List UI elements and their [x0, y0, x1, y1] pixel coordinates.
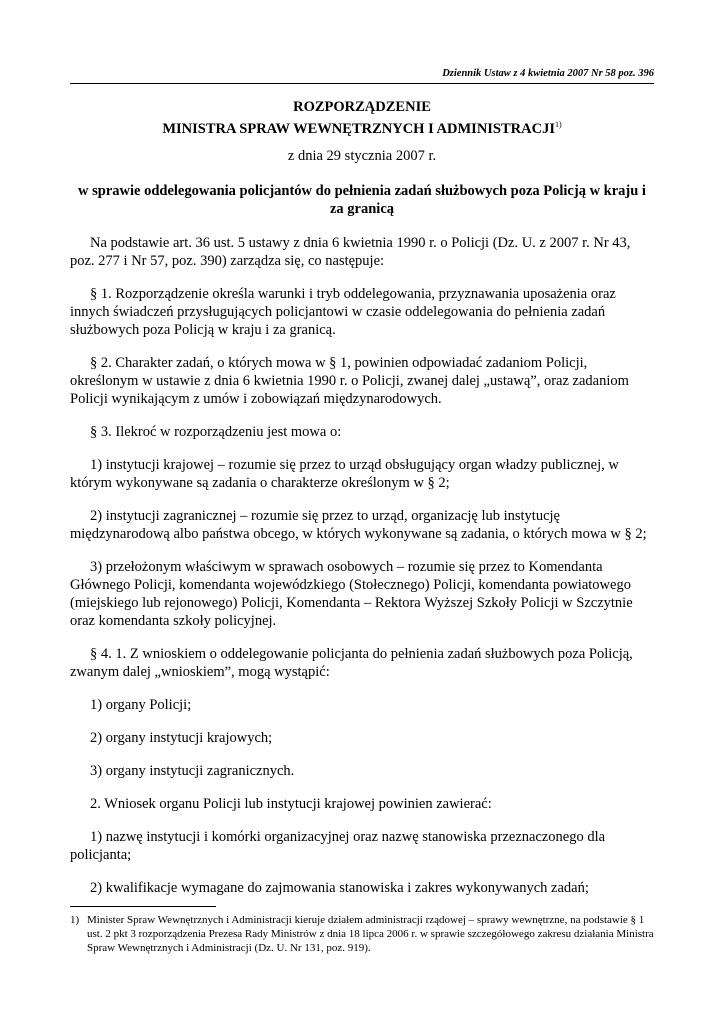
- paragraph-s4-2-point-2: 2) kwalifikacje wymagane do zajmowania stanowiska i zakres wykonywanych zadań;: [90, 880, 589, 896]
- title-line-1: ROZPORZĄDZENIE: [293, 99, 431, 115]
- date-line: z dnia 29 stycznia 2007 r.: [287, 148, 437, 164]
- paragraph-section-2: § 2. Charakter zadań, o których mowa w § 1, powinien odpowiadać zadaniom Policji, określonym w ustawie z dnia 6 kwietnia 1990 r. o Policji, zwanej dalej „ustawą”, oraz zadaniom Policji wynikającym z umów i zobowiązań międzynarodowych.: [70, 355, 629, 407]
- document-body: [70, 234, 654, 912]
- footnote-number: 1): [70, 914, 80, 926]
- paragraph-section-1: § 1. Rozporządzenie określa warunki i tryb oddelegowania, przyznawania uposażenia oraz innych świadczeń przysługujących policjantowi w czasie oddelegowania do pełnienia zadań służbowych poza Policją w kraju i za granicą.: [70, 286, 616, 338]
- paragraph-s4-2-point-1: 1) nazwę instytucji i komórki organizacyjnej oraz nazwę stanowiska przeznaczonego dla policjanta;: [70, 829, 606, 863]
- header-rule: [70, 83, 654, 84]
- footnote-rule: [70, 906, 216, 907]
- paragraph-section-4: § 4. 1. Z wnioskiem o oddelegowanie policjanta do pełnienia zadań służbowych poza Policją, zwanym dalej „wnioskiem”, mogą wystąpić:: [70, 646, 633, 680]
- paragraph-s3-point-2: 2) instytucji zagranicznej – rozumie się przez to urząd, organizację lub instytucję międzynarodową albo państwa obcego, w których wykonywane są zadania, o których mowa w § 2;: [70, 508, 647, 542]
- footnote-text: Minister Spraw Wewnętrznych i Administracji kieruje działem administracji rządowej – sprawy wewnętrzne, na podstawie § 1 ust. 2 pkt 3 rozporządzenia Prezesa Rady Ministrów z dnia 18 lipca 2006 r. w sprawie szczegółowego zakresu działania Ministra Spraw Wewnętrznych i Administracji (Dz. U. Nr 131, poz. 919).: [87, 914, 654, 954]
- title-authority: MINISTRA SPRAW WEWNĘTRZNYCH I ADMINISTRACJI: [162, 121, 555, 137]
- paragraph-s4-point-2: 2) organy instytucji krajowych;: [90, 730, 273, 746]
- paragraph-s4-subsection-2: 2. Wniosek organu Policji lub instytucji krajowej powinien zawierać:: [90, 796, 492, 812]
- footnote-reference: 1): [554, 120, 562, 129]
- title-line-2: [70, 116, 654, 138]
- regulation-title: [70, 98, 654, 138]
- paragraph-s4-point-1: 1) organy Policji;: [90, 697, 192, 713]
- paragraph-preamble: Na podstawie art. 36 ust. 5 ustawy z dnia 6 kwietnia 1990 r. o Policji (Dz. U. z 2007 r. Nr 43, poz. 277 i Nr 57, poz. 390) zarządza się, co następuje:: [70, 235, 631, 269]
- footnote: [70, 913, 654, 955]
- running-header: Dziennik Ustaw z 4 kwietnia 2007 Nr 58 poz. 396: [442, 68, 654, 79]
- paragraph-s4-point-3: 3) organy instytucji zagranicznych.: [90, 763, 295, 779]
- paragraph-section-3: § 3. Ilekroć w rozporządzeniu jest mowa o:: [90, 424, 342, 440]
- paragraph-s3-point-1: 1) instytucji krajowej – rozumie się przez to urząd obsługujący organ władzy publicznej, w którym wykonywane są zadania o charakterze określonym w § 2;: [70, 457, 619, 491]
- paragraph-s3-point-3: 3) przełożonym właściwym w sprawach osobowych – rozumie się przez to Komendanta Głównego Policji, komendanta wojewódzkiego (Stołecznego) Policji, komendanta powiatowego (miejskiego lub rejonowego) Policji, Komendanta – Rektora Wyższej Szkoły Policji w Szczytnie oraz komendanta szkoły policyjnej.: [70, 559, 633, 629]
- regulation-subject: w sprawie oddelegowania policjantów do pełnienia zadań służbowych poza Policją w kraju i za granicą: [78, 183, 646, 217]
